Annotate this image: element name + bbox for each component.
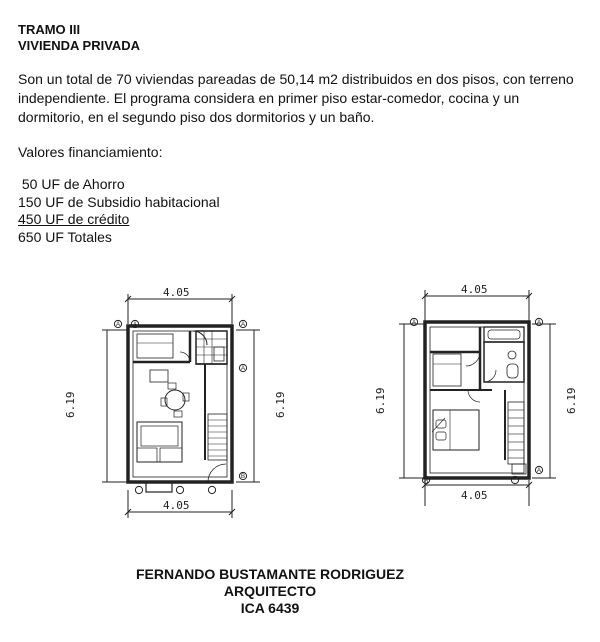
signature-block [0, 566, 540, 617]
first-floor-width-bottom: 4.05 [163, 499, 190, 512]
second-floor-marker-1: A [412, 320, 417, 326]
second-floor-plan [399, 290, 556, 506]
financing-title: Valores financiamiento: [18, 144, 163, 160]
first-floor-marker-3: A [241, 322, 246, 328]
architect-ica: ICA 6439 [240, 600, 300, 616]
first-floor-marker-1: A [116, 322, 121, 328]
second-floor-marker-4: A [424, 478, 429, 484]
second-floor-marker-3: A [537, 468, 542, 474]
first-floor-marker-4: A [241, 366, 246, 372]
second-floor-height-left: 6.19 [374, 387, 387, 414]
financing-item-subsidio: 150 UF de Subsidio habitacional [18, 193, 220, 210]
first-floor-width-top: 4.05 [163, 286, 190, 299]
first-floor-marker-5: B [241, 474, 246, 480]
first-floor-marker-2: A [133, 322, 138, 328]
first-floor-plan [102, 294, 260, 518]
tramo-title: TRAMO III [18, 22, 81, 37]
financing-item-credito: 450 UF de crédito [18, 211, 130, 227]
second-floor-width-bottom: 4.05 [461, 489, 488, 502]
first-floor-height-left: 6.19 [64, 391, 77, 418]
architect-title: ARQUITECTO [223, 583, 317, 599]
intro-paragraph: Son un total de 70 viviendas pareadas de 50,14 m2 distribuidos en dos pisos, con terreno independiente. El programa considera en primer piso estar-comedor, cocina y un dormitorio, en el segundo piso dos dormitorios y un baño. [18, 71, 574, 125]
first-floor-height-right: 6.19 [274, 391, 287, 418]
vivienda-title: VIVIENDA PRIVADA [18, 38, 141, 53]
architect-name: FERNANDO BUSTAMANTE RODRIGUEZ [135, 566, 405, 582]
second-floor-height-right: 6.19 [565, 387, 578, 414]
financing-item-totales: 650 UF Totales [18, 228, 112, 245]
financing-item-ahorro: 50 UF de Ahorro [18, 176, 125, 192]
second-floor-marker-2: A [537, 320, 542, 326]
second-floor-width-top: 4.05 [461, 283, 488, 296]
